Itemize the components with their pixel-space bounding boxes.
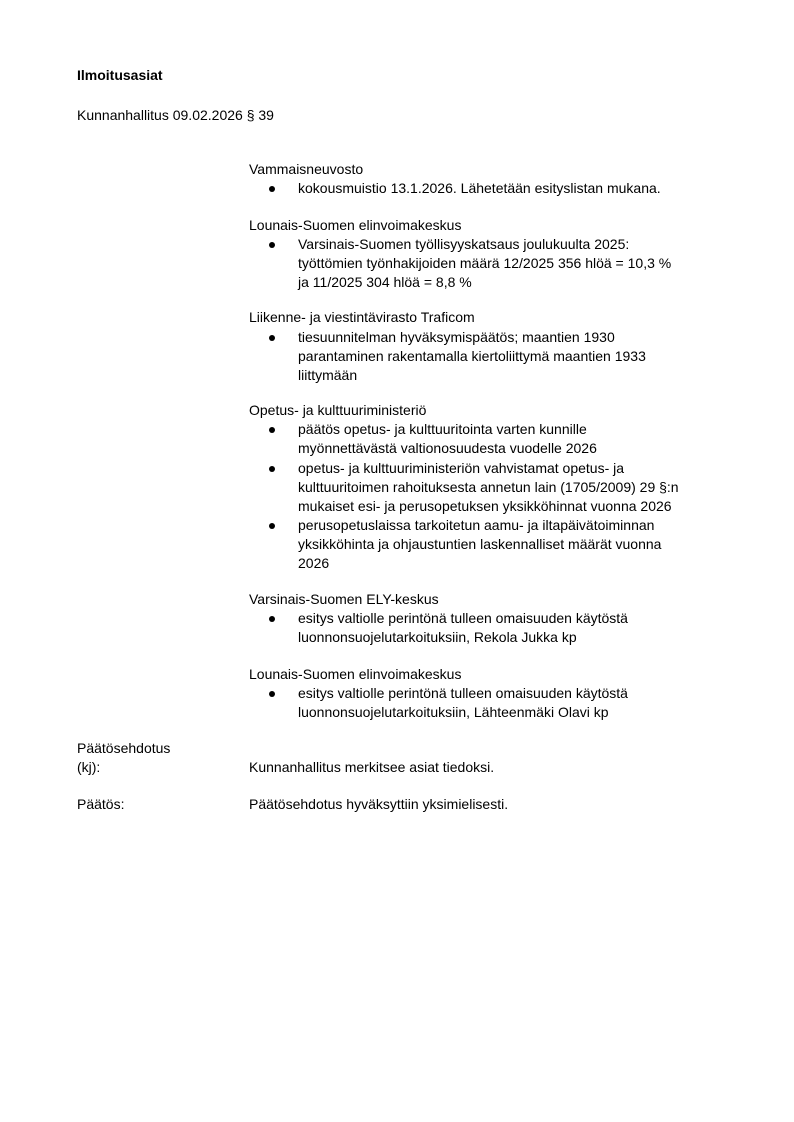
- list-item-line: perusopetuslaissa tarkoitetun aamu- ja iltapäivätoiminnan: [298, 517, 655, 533]
- list-item-line: esitys valtiolle perintönä tulleen omaisuuden käytöstä: [298, 685, 628, 701]
- list-item-line: tiesuunnitelman hyväksymispäätös; maantien 1930: [298, 329, 615, 345]
- bullet-icon: [269, 335, 275, 341]
- list-item-line: luonnonsuojelutarkoituksiin, Lähteenmäki Olavi kp: [298, 704, 609, 720]
- list-item-line: parantaminen rakentamalla kiertoliittymä maantien 1933: [298, 348, 646, 364]
- list-item-line: yksikköhinta ja ohjaustuntien laskennalliset määrät vuonna: [298, 536, 662, 552]
- decision-text: Päätösehdotus hyväksyttiin yksimielisesti.: [249, 796, 509, 812]
- section-heading: Opetus- ja kulttuuriministeriö: [249, 402, 427, 418]
- list-item-line: ja 11/2025 304 hlöä = 8,8 %: [298, 274, 472, 290]
- proposal-text: Kunnanhallitus merkitsee asiat tiedoksi.: [249, 759, 495, 775]
- section-heading: Varsinais-Suomen ELY-keskus: [249, 591, 439, 607]
- bullet-icon: [269, 616, 275, 622]
- list-item-line: esitys valtiolle perintönä tulleen omaisuuden käytöstä: [298, 610, 628, 626]
- list-item-line: kulttuuritoimen rahoituksesta annetun lain (1705/2009) 29 §:n: [298, 479, 679, 495]
- list-item-line: liittymään: [298, 367, 358, 383]
- section-heading: Liikenne- ja viestintävirasto Traficom: [249, 309, 475, 325]
- list-item-line: työttömien työnhakijoiden määrä 12/2025 356 hlöä = 10,3 %: [298, 255, 672, 271]
- list-item-line: 2026: [298, 555, 330, 571]
- list-item-line: päätös opetus- ja kulttuuritointa varten kunnille: [298, 421, 587, 437]
- meeting-reference: Kunnanhallitus 09.02.2026 § 39: [77, 107, 274, 123]
- proposal-label-sub: (kj):: [77, 759, 101, 775]
- bullet-icon: [269, 691, 275, 697]
- document-title: Ilmoitusasiat: [77, 67, 163, 83]
- decision-label: Päätös:: [77, 796, 125, 812]
- section-heading: Vammaisneuvosto: [249, 161, 364, 177]
- proposal-label: Päätösehdotus: [77, 740, 171, 756]
- list-item-line: opetus- ja kulttuuriministeriön vahvistamat opetus- ja: [298, 460, 625, 476]
- list-item-line: myönnettävästä valtionosuudesta vuodelle 2026: [298, 440, 597, 456]
- section-heading: Lounais-Suomen elinvoimakeskus: [249, 666, 462, 682]
- bullet-icon: [269, 466, 275, 472]
- list-item-line: kokousmuistio 13.1.2026. Lähetetään esityslistan mukana.: [298, 180, 661, 196]
- bullet-icon: [269, 427, 275, 433]
- list-item-line: Varsinais-Suomen työllisyyskatsaus joulukuulta 2025:: [298, 236, 630, 252]
- bullet-icon: [269, 523, 275, 529]
- list-item-line: mukaiset esi- ja perusopetuksen yksikköhinnat vuonna 2026: [298, 498, 672, 514]
- bullet-icon: [269, 186, 275, 192]
- list-item-line: luonnonsuojelutarkoituksiin, Rekola Jukka kp: [298, 629, 577, 645]
- section-heading: Lounais-Suomen elinvoimakeskus: [249, 217, 462, 233]
- bullet-icon: [269, 242, 275, 248]
